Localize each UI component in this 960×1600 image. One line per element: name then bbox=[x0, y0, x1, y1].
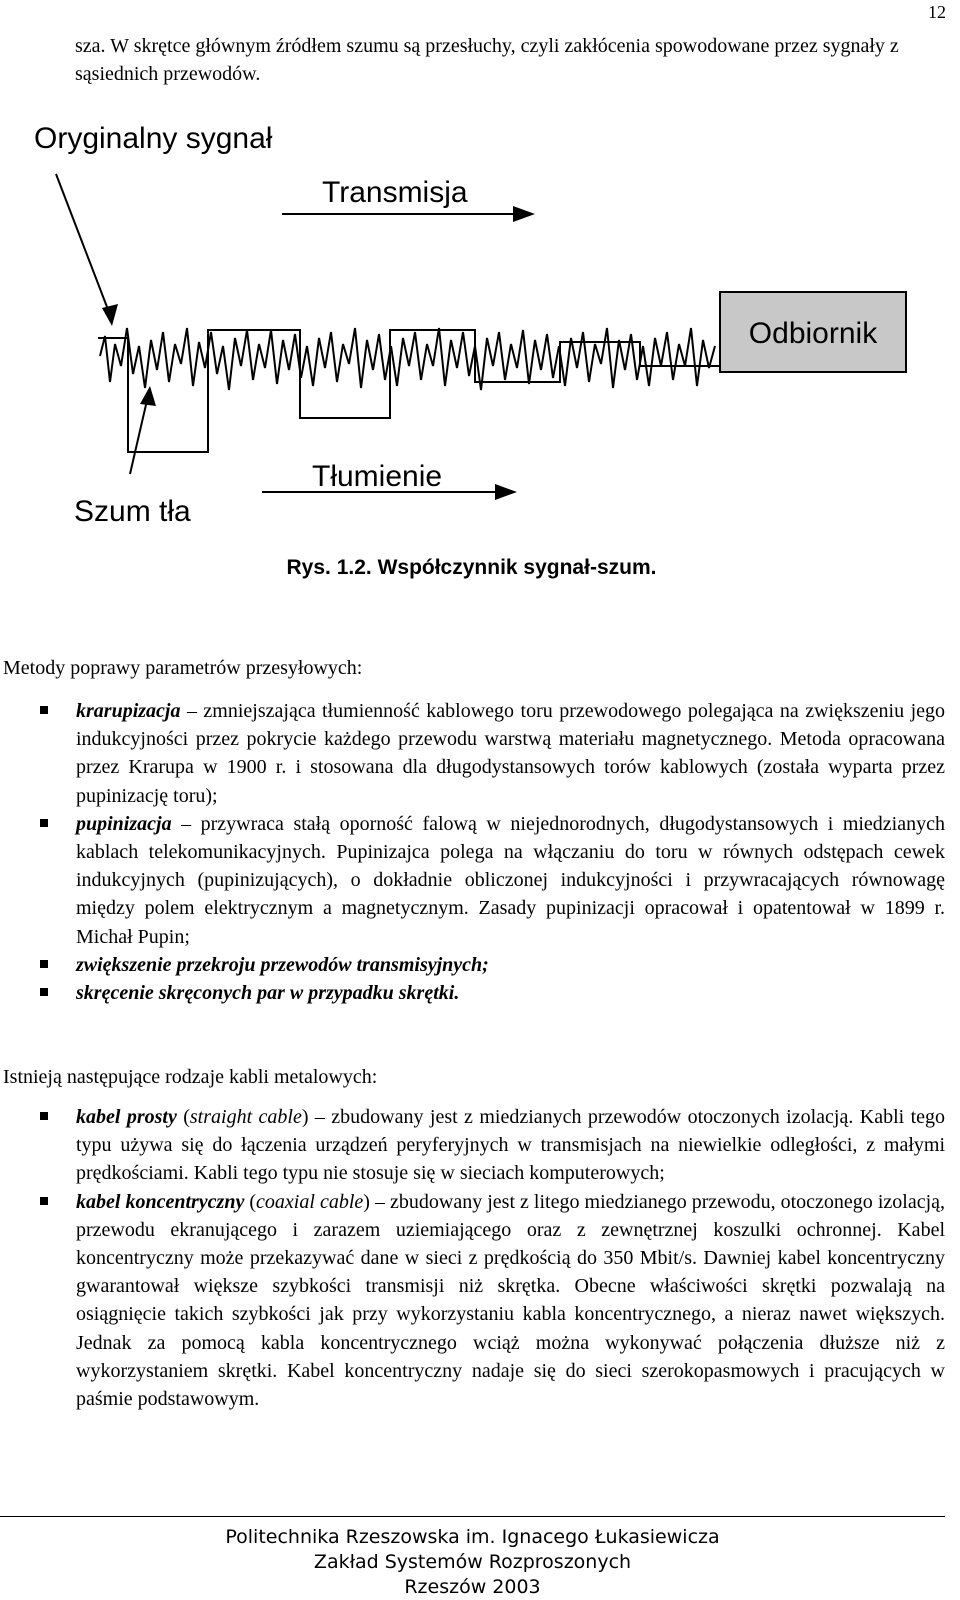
term: krarupizacja bbox=[76, 700, 181, 722]
signal-noise-diagram bbox=[0, 100, 960, 560]
cables-list bbox=[0, 1103, 945, 1413]
section-heading-methods: Metody poprawy parametrów przesyłowych: bbox=[3, 657, 363, 679]
list-item bbox=[0, 810, 945, 951]
footer-line-1: Politechnika Rzeszowska im. Ignacego Łukasiewicza bbox=[225, 1526, 720, 1548]
original-signal-arrowhead bbox=[102, 304, 118, 326]
list-item bbox=[0, 697, 945, 810]
term: kabel prosty bbox=[76, 1106, 177, 1128]
attenuation-arrowhead bbox=[495, 484, 517, 500]
item-text: – przywraca stałą oporność falową w niejednorodnych, długodystansowych i miedzianych kablach telekomunikacyjnych. Pupinizajca polega na włączaniu do toru w równych odstępach cewek indukcyjnych (pupinizujących), o dokładnie obliczonej indukcyjności i przywracających równowagę między polem elektrycznym a magnetycznym. Zasady pupinizacji opracował i opatentował w 1899 r. Michał Pupin; bbox=[76, 812, 945, 948]
label-receiver: Odbiornik bbox=[748, 317, 878, 350]
term: kabel koncentryczny bbox=[76, 1190, 245, 1213]
bullet-square-icon bbox=[40, 706, 48, 714]
label-transmission: Transmisja bbox=[322, 176, 468, 209]
footer-line-2: Zakład Systemów Rozproszonych bbox=[313, 1551, 632, 1573]
term: skręcenie skręconych par w przypadku skrętki. bbox=[76, 982, 460, 1005]
methods-list bbox=[0, 697, 945, 1007]
figure-caption: Rys. 1.2. Współczynnik sygnał-szum. bbox=[286, 556, 657, 579]
list-item: kabel prosty (straight cable) – zbudowany jest z miedzianych przewodów otoczonych izolacją. Kabli tego typu używa się do łączenia urządzeń peryferyjnych w transmisjach na niewielkie odległości, z małymi prędkościami. Kabli tego typu nie stosuje się w sieciach komputerowych; bbox=[0, 1103, 945, 1188]
label-attenuation: Tłumienie bbox=[312, 460, 443, 493]
bullet-square-icon bbox=[40, 988, 48, 996]
term: pupinizacja bbox=[76, 812, 172, 835]
footer-line-3: Rzeszów 2003 bbox=[404, 1576, 541, 1598]
list-item bbox=[0, 951, 945, 979]
background-noise-signal bbox=[100, 328, 715, 390]
bullet-square-icon bbox=[40, 960, 48, 968]
signal-noise-figure bbox=[0, 100, 960, 600]
bullet-square-icon bbox=[40, 1197, 48, 1205]
item-text: – zbudowany jest z miedzianych przewodów otoczonych izolacją. Kabli tego typu używa się do łączenia urządzeń peryferyjnych w transmisjach na niewielkie odległości, z małymi prędkościami. Kabli tego typu nie stosuje się w sieciach komputerowych; bbox=[76, 1106, 946, 1185]
attenuated-square-signal bbox=[98, 292, 760, 452]
noise-pointer bbox=[130, 396, 148, 474]
bullet-square-icon bbox=[40, 819, 48, 827]
item-text: – zmniejszająca tłumienność kablowego toru przewodowego polegająca na zwiększeniu jego indukcyjności przez pokrycie każdego przewodu warstwą materiału magnetycznego. Metoda opracowana przez Krarupa w 1900 r. i stosowana dla długodystansowych torów kablowych (została wyparta przez pupinizację toru); bbox=[76, 700, 945, 807]
page-number: 12 bbox=[928, 2, 946, 22]
section-heading-cables: Istnieją następujące rodzaje kabli metalowych: bbox=[3, 1066, 378, 1088]
term-english: coaxial cable bbox=[256, 1190, 364, 1213]
transmission-arrowhead bbox=[513, 206, 535, 222]
list-item: kabel koncentryczny (coaxial cable) – zbudowany jest z litego miedzianego przewodu, otoczonego izolacją, przewodu ekranującego i zarazem uziemiającego oraz z zewnętrznej koszulki ochronnej. Kabel koncentryczny może przekazywać dane w sieci z prędkością do 350 Mbit/s. Dawniej kabel koncentryczny gwarantował większe szybkości transmisji niż skrętka. Obecne właściwości skrętki pozwalają na osiągnięcie takich szybkości jak przy wykorzystaniu kabla koncentrycznego, a nieraz nawet większych. Jednak za pomocą kabla koncentrycznego wciąż można wykonywać połączenia dłuższe niż z wykorzystaniem skrętki. Kabel koncentryczny nadaje się do sieci szerokopasmowych i pracujących w paśmie podstawowym. bbox=[0, 1188, 945, 1414]
intro-paragraph: sza. W skrętce głównym źródłem szumu są przesłuchy, czyli zakłócenia spowodowane przez sygnały z sąsiednich przewodów. bbox=[75, 35, 899, 85]
bullet-square-icon bbox=[40, 1112, 48, 1120]
term: zwiększenie przekroju przewodów transmisyjnych; bbox=[76, 953, 489, 976]
list-item bbox=[0, 979, 945, 1007]
item-text: – zbudowany jest z litego miedzianego przewodu, otoczonego izolacją, przewodu ekranującego i zarazem uziemiającego oraz z zewnętrznej koszulki ochronnej. Kabel koncentryczny może przekazywać dane w sieci z prędkością do 350 Mbit/s. Dawniej kabel koncentryczny gwarantował większe szybkości transmisji niż skrętka. Obecne właściwości skrętki pozwalają na osiągnięcie takich szybkości jak przy wykorzystaniu kabla koncentrycznego, a nieraz nawet większych. Jednak za pomocą kabla koncentrycznego wciąż można wykonywać połączenia dłuższe niż z wykorzystaniem skrętki. Kabel koncentryczny nadaje się do sieci szerokopasmowych i pracujących w paśmie podstawowym. bbox=[76, 1190, 946, 1411]
noise-arrowhead bbox=[140, 386, 156, 406]
footer-divider bbox=[0, 1516, 945, 1517]
term-english: straight cable bbox=[189, 1106, 302, 1128]
original-signal-pointer bbox=[56, 174, 112, 320]
label-background-noise: Szum tła bbox=[74, 495, 191, 528]
label-original-signal: Oryginalny sygnał bbox=[34, 122, 273, 155]
